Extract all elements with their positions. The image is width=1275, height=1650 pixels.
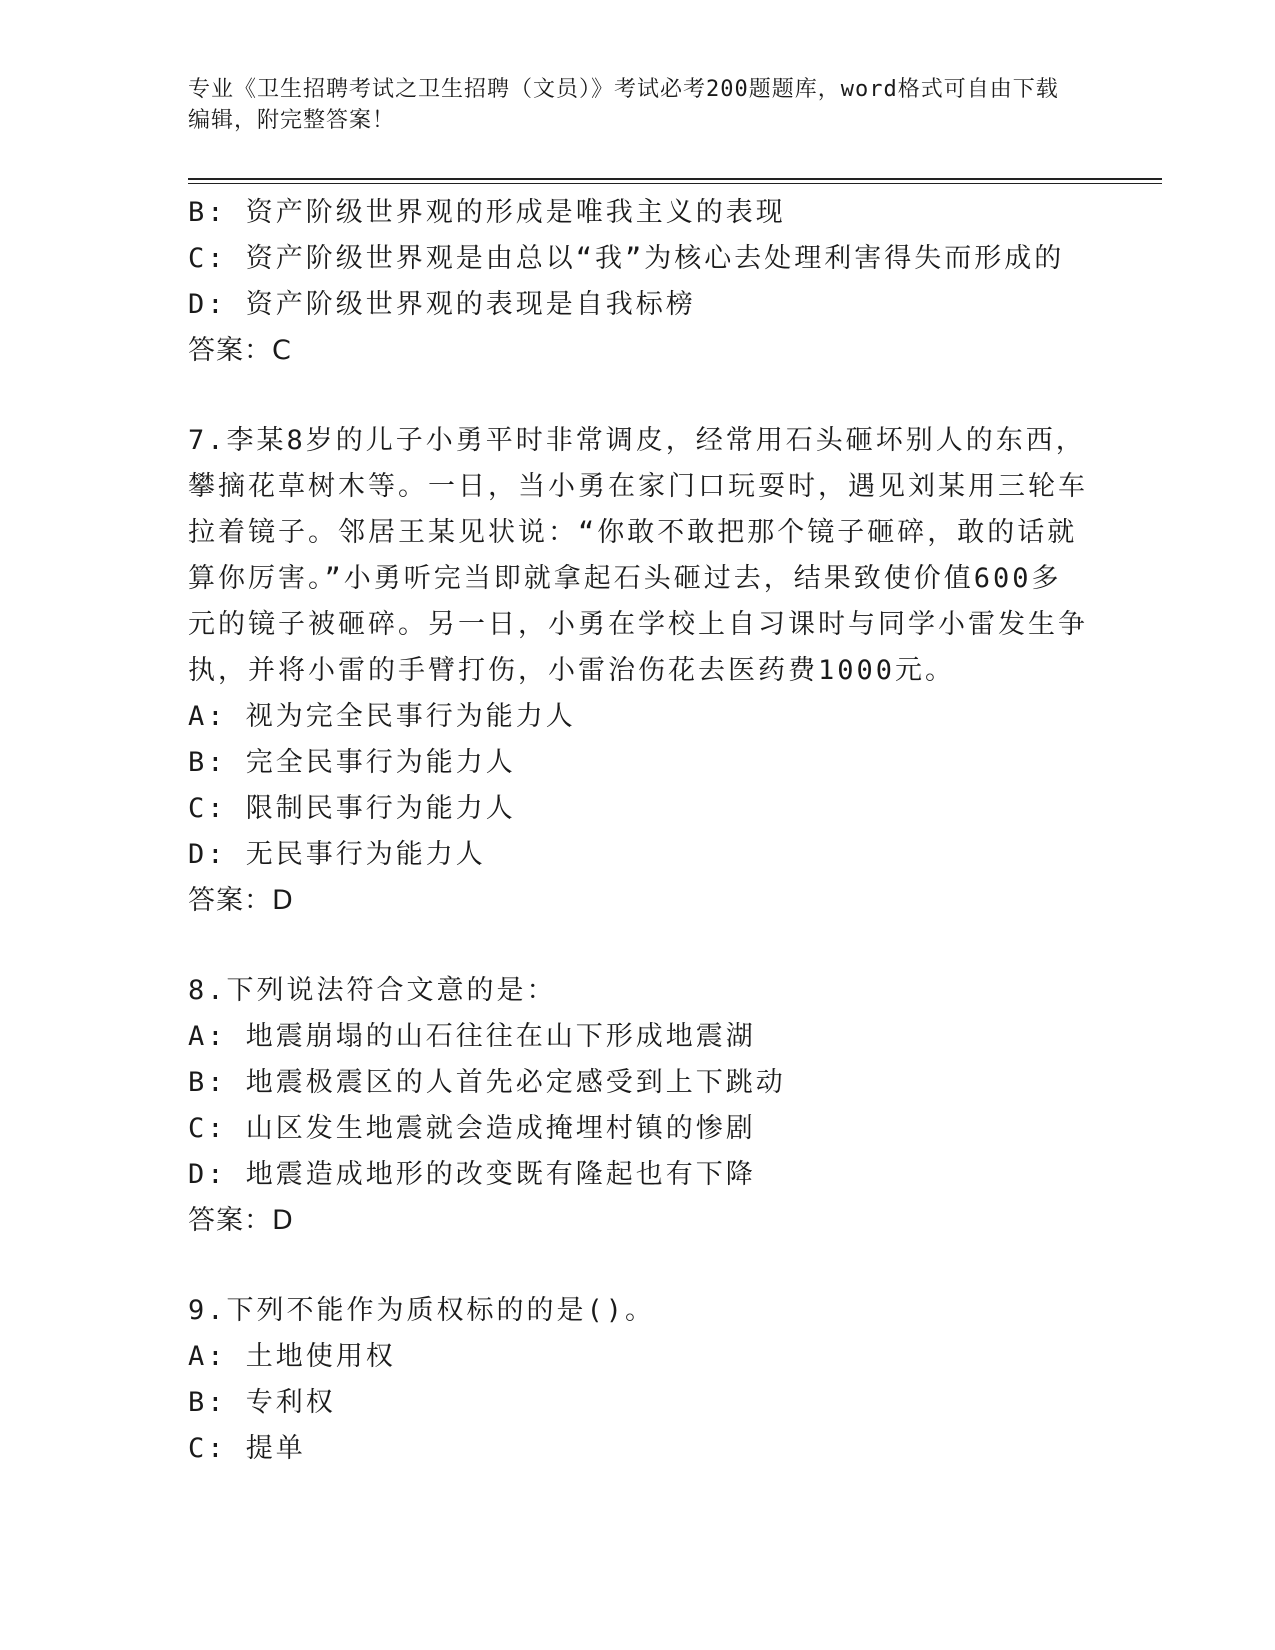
- option-c: C: 山区发生地震就会造成掩埋村镇的惨剧: [188, 1113, 756, 1144]
- option-c: C: 限制民事行为能力人: [188, 793, 516, 824]
- option-a: A: 视为完全民事行为能力人: [188, 701, 576, 732]
- question-9: [188, 1288, 1088, 1472]
- header-rule-thick: [188, 178, 1162, 180]
- spacer: [188, 374, 1088, 418]
- page-header: 专业《卫生招聘考试之卫生招聘（文员）》考试必考200题题库，word格式可自由下载编辑，附完整答案！: [188, 77, 1059, 133]
- answer-line: 答案：D: [188, 1205, 294, 1236]
- spacer: [188, 1244, 1088, 1288]
- option-b: B: 资产阶级世界观的形成是唯我主义的表现: [188, 197, 786, 228]
- option-b: B: 完全民事行为能力人: [188, 747, 516, 778]
- answer-line: 答案：C: [188, 335, 292, 366]
- header-rule-thin: [188, 183, 1162, 184]
- question-8: [188, 968, 1088, 1244]
- question-stem-line: 执，并将小雷的手臂打伤，小雷治伤花去医药费1000元。: [188, 655, 956, 686]
- question-stem-line: 元的镜子被砸碎。另一日，小勇在学校上自习课时与同学小雷发生争: [188, 609, 1088, 640]
- option-b: B: 专利权: [188, 1387, 336, 1418]
- option-b: B: 地震极震区的人首先必定感受到上下跳动: [188, 1067, 786, 1098]
- question-stem: 8.下列说法符合文意的是：: [188, 975, 557, 1006]
- option-d: D: 地震造成地形的改变既有隆起也有下降: [188, 1159, 756, 1190]
- option-a: A: 地震崩塌的山石往往在山下形成地震湖: [188, 1021, 756, 1052]
- question-stem-line: 7.李某8岁的儿子小勇平时非常调皮，经常用石头砸坏别人的东西，: [188, 425, 1086, 456]
- option-d: D: 资产阶级世界观的表现是自我标榜: [188, 289, 696, 320]
- question-stem-line: 拉着镜子。邻居王某见状说：“你敢不敢把那个镜子砸碎，敢的话就: [188, 517, 1078, 548]
- option-c: C: 资产阶级世界观是由总以“我”为核心去处理利害得失而形成的: [188, 243, 1065, 274]
- option-a: A: 土地使用权: [188, 1341, 396, 1372]
- question-6: [188, 190, 1088, 374]
- question-stem: 9.下列不能作为质权标的的是()。: [188, 1295, 656, 1326]
- option-d: D: 无民事行为能力人: [188, 839, 486, 870]
- question-7: [188, 418, 1088, 924]
- answer-line: 答案：D: [188, 885, 294, 916]
- spacer: [188, 924, 1088, 968]
- option-c: C: 提单: [188, 1433, 306, 1464]
- question-stem-line: 攀摘花草树木等。一日，当小勇在家门口玩耍时，遇见刘某用三轮车: [188, 471, 1088, 502]
- question-stem-line: 算你厉害。”小勇听完当即就拿起石头砸过去，结果致使价值600多: [188, 563, 1062, 594]
- question-list: [188, 190, 1088, 1472]
